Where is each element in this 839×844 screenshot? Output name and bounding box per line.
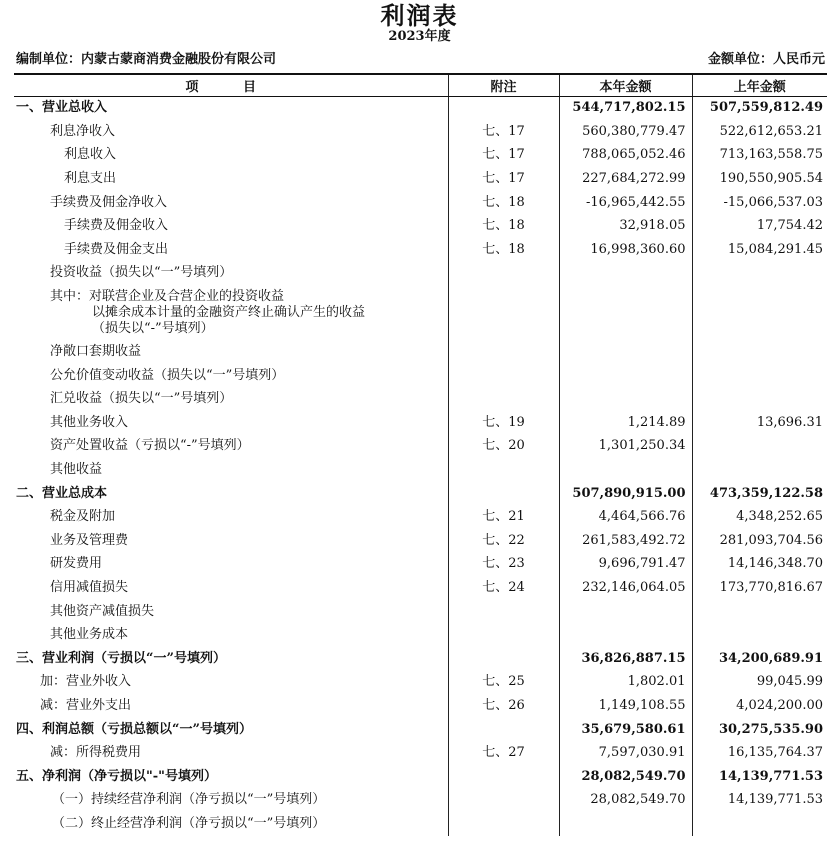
row-note [448, 600, 559, 624]
row-previous [692, 285, 827, 340]
row-item: 研发费用 [50, 556, 103, 572]
row-note [448, 718, 559, 742]
row-note [448, 789, 559, 813]
row-current: 35,679,580.61 [559, 718, 692, 742]
row-note: 七、17 [448, 144, 559, 168]
row-note [448, 285, 559, 340]
row-previous: 4,024,200.00 [736, 697, 823, 713]
row-current: 16,998,360.60 [559, 238, 692, 262]
table-row [14, 167, 827, 191]
row-current [559, 340, 692, 364]
row-note: 七、18 [448, 238, 559, 262]
row-previous: 507,559,812.49 [709, 100, 823, 116]
row-previous [692, 600, 827, 624]
table-row [14, 262, 827, 286]
row-note: 七、24 [448, 576, 559, 600]
row-previous: 17,754.42 [756, 218, 823, 234]
row-note [448, 458, 559, 482]
row-note: 七、18 [448, 191, 559, 215]
table-row [14, 505, 827, 529]
row-item-line-2: 以摊余成本计量的金融资产终止确认产生的收益 [92, 304, 366, 320]
row-note: 七、17 [448, 120, 559, 144]
header-note: 附注 [448, 74, 559, 96]
row-note [448, 364, 559, 388]
row-previous: 99,045.99 [756, 674, 823, 690]
row-previous: 34,200,689.91 [718, 650, 823, 666]
row-current: 1,149,108.55 [559, 694, 692, 718]
row-previous [692, 812, 827, 836]
row-previous: 14,139,771.53 [727, 792, 823, 808]
table-row [14, 214, 827, 238]
table-row [14, 387, 827, 411]
table-row [14, 576, 827, 600]
row-item: 一、营业总收入 [16, 100, 108, 116]
row-current: 232,146,064.05 [559, 576, 692, 600]
row-item-line-3: （损失以“-”号填列） [92, 320, 214, 336]
table-row [14, 238, 827, 262]
row-previous: -15,066,537.03 [723, 194, 823, 210]
header-item: 项 目 [14, 74, 448, 96]
row-current [559, 458, 692, 482]
table-row [14, 435, 827, 459]
table-row [14, 553, 827, 577]
table-row [14, 96, 827, 120]
row-item: 业务及管理费 [50, 532, 129, 548]
row-previous [692, 387, 827, 411]
company-name: 编制单位：内蒙古蒙商消费金融股份有限公司 [16, 52, 277, 67]
row-item: 五、净利润（净亏损以"-"号填列） [16, 768, 217, 784]
row-note: 七、23 [448, 553, 559, 577]
row-previous: 16,135,764.37 [727, 745, 823, 761]
row-current [559, 623, 692, 647]
report-year: 2023年度 [388, 29, 451, 44]
row-note [448, 623, 559, 647]
row-item: （二）终止经营净利润（净亏损以“一”号填列） [52, 815, 326, 831]
row-item: 减：所得税费用 [50, 745, 142, 761]
row-previous: 522,612,653.21 [719, 123, 823, 139]
header-current-year: 本年金额 [559, 74, 692, 96]
row-item: 汇兑收益（损失以“一”号填列） [50, 391, 233, 407]
row-previous: 4,348,252.65 [736, 509, 823, 525]
row-item-line-1: 其中：对联营企业及合营企业的投资收益 [50, 288, 285, 304]
row-current [559, 285, 692, 340]
row-item: 投资收益（损失以“一”号填列） [50, 265, 233, 281]
row-current [559, 600, 692, 624]
row-note [448, 96, 559, 120]
row-current: 32,918.05 [559, 214, 692, 238]
table-row [14, 364, 827, 388]
row-current: 36,826,887.15 [559, 647, 692, 671]
row-current: 560,380,779.47 [559, 120, 692, 144]
row-previous [692, 458, 827, 482]
row-current [559, 262, 692, 286]
row-previous: 190,550,905.54 [719, 171, 823, 187]
row-previous: 173,770,816.67 [719, 579, 823, 595]
row-previous: 14,139,771.53 [718, 768, 823, 784]
row-current [559, 364, 692, 388]
row-note [448, 387, 559, 411]
row-item: 四、利润总额（亏损总额以“一”号填列） [16, 721, 252, 737]
row-item: 其他业务成本 [50, 627, 129, 643]
row-item: 其他收益 [50, 462, 103, 478]
row-current [559, 812, 692, 836]
table-row [14, 600, 827, 624]
row-item-multiline [14, 285, 448, 340]
report-meta [16, 51, 825, 69]
row-item: 利息收入 [64, 147, 117, 163]
row-item: 资产处置收益（亏损以“-”号填列） [50, 438, 250, 454]
currency-unit: 金额单位：人民币元 [707, 52, 825, 67]
row-current: 788,065,052.46 [559, 144, 692, 168]
row-item: 手续费及佣金净收入 [50, 194, 168, 210]
row-note [448, 765, 559, 789]
row-item: 利息支出 [64, 171, 117, 187]
row-previous: 15,084,291.45 [727, 241, 823, 257]
row-item: 净敞口套期收益 [50, 344, 142, 360]
row-current: 28,082,549.70 [559, 789, 692, 813]
row-item: 其他业务收入 [50, 414, 129, 430]
row-previous: 713,163,558.75 [719, 147, 823, 163]
row-current: 261,583,492.72 [559, 529, 692, 553]
table-row [14, 120, 827, 144]
row-current: 4,464,566.76 [559, 505, 692, 529]
row-current: 544,717,802.15 [559, 96, 692, 120]
table-row [14, 647, 827, 671]
row-note: 七、22 [448, 529, 559, 553]
table-row [14, 789, 827, 813]
report-title: 利润表 [380, 1, 459, 30]
row-current: 1,301,250.34 [559, 435, 692, 459]
row-previous [692, 623, 827, 647]
row-previous [692, 340, 827, 364]
row-note: 七、18 [448, 214, 559, 238]
row-note: 七、19 [448, 411, 559, 435]
row-note [448, 262, 559, 286]
row-item: 其他资产减值损失 [50, 603, 155, 619]
row-note [448, 340, 559, 364]
row-item: 信用减值损失 [50, 579, 129, 595]
row-previous: 473,359,122.58 [709, 485, 823, 501]
table-row [14, 285, 827, 340]
table-row [14, 741, 827, 765]
table-row [14, 765, 827, 789]
table-row [14, 191, 827, 215]
row-previous [692, 435, 827, 459]
table-row [14, 458, 827, 482]
row-note [448, 647, 559, 671]
row-note [448, 812, 559, 836]
table-row [14, 671, 827, 695]
row-previous: 30,275,535.90 [718, 721, 823, 737]
table-header-row [14, 74, 827, 96]
row-item: 手续费及佣金收入 [64, 218, 169, 234]
row-previous: 14,146,348.70 [727, 556, 823, 572]
row-item: 手续费及佣金支出 [64, 241, 169, 257]
row-item: 公允价值变动收益（损失以“一”号填列） [50, 367, 285, 383]
table-row [14, 144, 827, 168]
row-previous: 13,696.31 [756, 414, 823, 430]
row-current: 1,214.89 [559, 411, 692, 435]
row-previous: 281,093,704.56 [719, 532, 823, 548]
row-item: 加：营业外收入 [40, 674, 132, 690]
row-current: 507,890,915.00 [559, 482, 692, 506]
row-item: 三、营业利润（亏损以“一”号填列） [16, 650, 226, 666]
table-row [14, 482, 827, 506]
row-note: 七、27 [448, 741, 559, 765]
row-note: 七、20 [448, 435, 559, 459]
row-previous [692, 262, 827, 286]
table-row [14, 812, 827, 836]
row-current: 28,082,549.70 [559, 765, 692, 789]
table-row [14, 694, 827, 718]
table-row [14, 340, 827, 364]
table-row [14, 623, 827, 647]
row-current: -16,965,442.55 [559, 191, 692, 215]
row-item: 利息净收入 [50, 123, 116, 139]
table-row [14, 718, 827, 742]
header-previous-year: 上年金额 [692, 74, 827, 96]
row-item: 税金及附加 [50, 509, 116, 525]
table-row [14, 529, 827, 553]
row-current: 227,684,272.99 [559, 167, 692, 191]
table-row [14, 411, 827, 435]
row-item: 二、营业总成本 [16, 485, 108, 501]
row-item: 减：营业外支出 [40, 697, 132, 713]
row-current: 1,802.01 [559, 671, 692, 695]
row-item: （一）持续经营净利润（净亏损以“一”号填列） [52, 792, 326, 808]
row-note [448, 482, 559, 506]
row-note: 七、26 [448, 694, 559, 718]
row-previous [692, 364, 827, 388]
row-current [559, 387, 692, 411]
row-current: 7,597,030.91 [559, 741, 692, 765]
row-current: 9,696,791.47 [559, 553, 692, 577]
income-statement-table [14, 73, 827, 836]
row-note: 七、21 [448, 505, 559, 529]
row-note: 七、17 [448, 167, 559, 191]
row-note: 七、25 [448, 671, 559, 695]
